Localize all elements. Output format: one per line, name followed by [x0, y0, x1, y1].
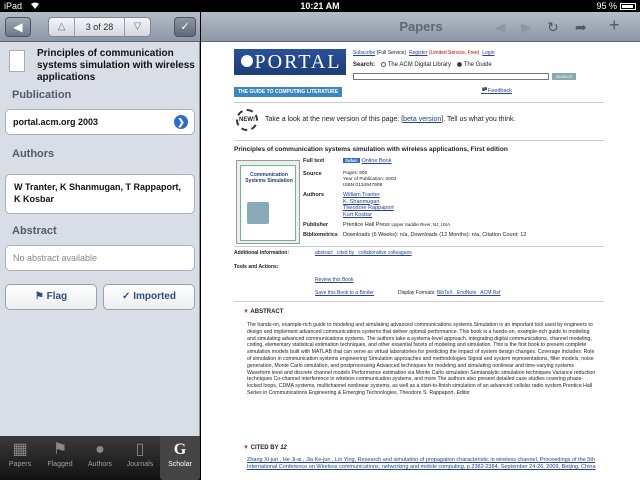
- account-links: [353, 50, 494, 56]
- feedback-icon: 🏴: [481, 88, 488, 94]
- triangle-up-icon: △: [57, 21, 66, 32]
- additional-info-label: Additional Information:: [234, 250, 289, 256]
- cover-frame: [240, 165, 296, 241]
- portal-logo: [234, 49, 346, 75]
- source-value: [343, 171, 396, 189]
- refresh-icon[interactable]: ↻: [547, 19, 559, 35]
- divider: [234, 246, 604, 247]
- carrier-label: iPad: [4, 1, 23, 11]
- format-links[interactable]: BibTeX EndNote ACM Ref: [436, 290, 501, 296]
- flag-button[interactable]: [5, 284, 97, 310]
- display-formats-label: Display Formats:: [398, 290, 436, 296]
- checkmark-icon: ✓: [180, 21, 190, 33]
- back-arrow-icon[interactable]: ◀: [495, 19, 506, 35]
- beta-notice: [265, 116, 515, 123]
- publication-header: Publication: [12, 89, 72, 101]
- display-formats: [398, 290, 501, 296]
- collapse-triangle-icon[interactable]: ▼: [243, 445, 249, 451]
- browser-toolbar: [201, 12, 640, 42]
- triangle-down-icon: ▽: [133, 21, 142, 32]
- logo-text: PORTAL: [254, 51, 342, 73]
- scholar-g-icon: G: [173, 441, 187, 458]
- next-paper-button[interactable]: [124, 18, 150, 36]
- cover-title: Communication Systems Simulation: [245, 172, 293, 184]
- search-input[interactable]: [353, 73, 549, 80]
- feedback-link[interactable]: [481, 88, 512, 94]
- tab-journals-label: Journals: [126, 461, 154, 468]
- authors-label: Authors: [303, 192, 325, 198]
- abstract-header: Abstract: [12, 225, 57, 237]
- citation-link[interactable]: Zhang Xi-jun , He Ji-ai , Jia Ke-jun , Lin Ying, Research and simulation of propagation characteristic in wireless channel, Proceedings of the 5th International Conference on Wireless communications, networking and mobile computing, p.2382-2384, September 24-26, 2009, Beijing, China: [247, 457, 596, 470]
- book-title: Principles of communication systems simulation with wireless applications, First edition: [234, 146, 508, 153]
- full-text-value: [343, 158, 391, 164]
- web-content: [201, 42, 640, 480]
- register-link[interactable]: Register: [408, 50, 428, 56]
- checkmark-icon: ✓: [122, 291, 131, 302]
- source-pages: Pages: 800: [343, 171, 368, 176]
- abstract-heading-text: ABSTRACT: [250, 309, 284, 315]
- radio-guide-label: The Guide: [463, 62, 492, 68]
- detail-toolbar: [0, 12, 200, 42]
- new-badge: NEW!: [236, 109, 258, 131]
- source-label: Source: [303, 171, 322, 177]
- status-bar: [0, 0, 640, 12]
- cited-by-heading: [243, 445, 287, 451]
- abstract-field: No abstract available: [5, 245, 195, 271]
- imported-button[interactable]: [103, 284, 195, 310]
- radio-guide[interactable]: [457, 62, 462, 67]
- flag-label: Flag: [46, 291, 68, 302]
- paper-navigator: [48, 17, 151, 37]
- journal-icon: ▯: [135, 441, 145, 458]
- radio-acm-dl-label: The ACM Digital Library: [387, 62, 452, 68]
- subscribe-link[interactable]: Subscribe: [353, 50, 376, 56]
- tab-papers-label: Papers: [8, 461, 32, 468]
- search-label: Search:: [353, 62, 376, 68]
- add-icon[interactable]: +: [609, 15, 620, 35]
- tab-scholar[interactable]: [160, 436, 200, 480]
- publisher-name: Prentice Hall Press: [343, 222, 390, 228]
- tab-bar: [0, 436, 200, 480]
- tab-authors-label: Authors: [87, 461, 113, 468]
- authors-field: W Tranter, K Shanmugan, T Rappaport, K Kosbar: [5, 174, 195, 214]
- detail-pane: [0, 12, 200, 480]
- back-arrow-icon: ◀: [13, 20, 23, 34]
- beta-suffix: ]. Tell us what you think.: [441, 116, 516, 123]
- author-link[interactable]: William Tranter: [343, 192, 380, 198]
- tools-label: Tools and Actions:: [234, 264, 279, 270]
- beta-prefix: Take a look at the new version of this page: [: [265, 116, 404, 123]
- author-links: [343, 192, 394, 218]
- publisher-label: Publisher: [303, 222, 329, 228]
- online-book-link[interactable]: Online Book: [361, 158, 392, 164]
- abstract-heading: [243, 309, 283, 315]
- publication-field[interactable]: [5, 109, 195, 135]
- book-cover: [236, 160, 300, 244]
- previous-paper-button[interactable]: [49, 18, 75, 36]
- collapse-triangle-icon[interactable]: ▼: [243, 309, 249, 315]
- battery-percent: 95 %: [596, 1, 617, 11]
- divider: [234, 102, 604, 103]
- tab-papers[interactable]: [0, 436, 40, 480]
- share-icon[interactable]: ➦: [575, 19, 587, 35]
- flag-icon: ⚑: [52, 441, 68, 458]
- tab-flagged[interactable]: [40, 436, 80, 480]
- acm-logo-icon: [241, 55, 253, 67]
- bibliometrics-label: Bibliometrics: [303, 232, 338, 238]
- back-button[interactable]: [5, 17, 31, 37]
- cover-illustration: [247, 202, 269, 224]
- person-icon: ●: [95, 441, 105, 458]
- imported-label: Imported: [133, 291, 176, 302]
- tab-scholar-label: Scholar: [168, 461, 192, 468]
- divider: [234, 140, 604, 141]
- browser-pane: [201, 12, 640, 480]
- publisher-value: [343, 222, 450, 228]
- source-year: Year of Publication: 2003: [343, 177, 397, 182]
- beta-version-link[interactable]: beta version: [403, 116, 442, 123]
- disclosure-icon[interactable]: ❯: [174, 115, 188, 129]
- register-note: (Limited Service, Free): [428, 50, 480, 56]
- battery-icon: [620, 3, 636, 10]
- flag-icon: ⚑: [34, 291, 44, 302]
- paper-position: 3 of 28: [85, 22, 114, 32]
- tab-journals[interactable]: [120, 436, 160, 480]
- save-to-binder-link[interactable]: Save this Book to a Binder: [315, 290, 374, 296]
- divider: [234, 301, 604, 302]
- paper-title: Principles of communication systems simulation with wireless applications: [37, 48, 195, 83]
- author-link[interactable]: Kurt Kosbar: [343, 211, 373, 218]
- feedback-text: Feedback: [487, 88, 513, 94]
- done-button[interactable]: [174, 17, 196, 37]
- safari-badge: Safari: [345, 158, 358, 163]
- publication-value: portal.acm.org 2003: [13, 117, 99, 127]
- guide-banner: THE GUIDE TO COMPUTING LITERATURE: [234, 87, 342, 97]
- author-link[interactable]: K. Shanmugan: [343, 198, 380, 205]
- cited-by-text: CITED BY: [250, 445, 279, 451]
- papers-icon: ▦: [12, 441, 28, 458]
- search-button[interactable]: SEARCH: [552, 73, 576, 80]
- authors-header: Authors: [12, 148, 55, 160]
- source-isbn: ISBN:0134947908: [343, 183, 383, 188]
- forward-arrow-icon[interactable]: ▶: [521, 19, 532, 35]
- additional-info-links[interactable]: abstract cited by collaborative colleagues: [315, 250, 412, 256]
- battery-indicator: [596, 0, 636, 12]
- bibliometrics-value: Downloads (6 Weeks): n/a, Downloads (12 Months): n/a, Citation Count: 12: [343, 232, 527, 238]
- review-book-link[interactable]: Review this Book: [315, 277, 354, 283]
- tab-authors[interactable]: [80, 436, 120, 480]
- author-link[interactable]: Theodore Rappaport: [343, 205, 394, 211]
- login-link[interactable]: Login: [482, 50, 495, 56]
- clock: 10:21 AM: [300, 1, 340, 11]
- radio-acm-dl[interactable]: [381, 62, 386, 67]
- subscribe-note: (Full Service): [376, 50, 407, 56]
- cited-by-count: 12: [280, 445, 287, 451]
- document-icon: [9, 50, 25, 72]
- search-row: [353, 62, 492, 68]
- abstract-text: The hands-on, example-rich guide to modeling and simulating advanced communications systems.Simulation is an important tool used by engineers to design and implement advanced communications systems that deliver optimal performance. This book is a hands-on, example-rich guide to modeling and simulating advanced communications systems. The authors take a systems-level approach, integrating digital communications, channel modeling, coding, elementary statistical estimation techniques, and other essential facets of modeling and simulation. This is the first book to present complete simulation models built with MATLAB that can serve as virtual laboratories for predicting the impact of system design changes. Coverage includes: Role of simulation in communication systems engineering Simulation approaches and methodologies Signal and system representations, filter models, noise generation, Monte Carlo simulation, and postprocessing Advanced techniques for modeling and simulating nonlinear and time-varying systems Waveform level and discrete channel models Performance estimation via Monte Carlo simulation Semianalytic simulation techniques Variance reduction techniques Co-channel interference in wireless communication systems, and more The authors also present detailed case studies covering phase-locked loops, CDMA systems, multichannel nonlinear systems, as well as a start-to-finish simulation of an advanced cellular radio system.Prentice Hall Series in Communications Engineering & Emerging Technologies, Theodore S. Rappaport, Editor: [247, 322, 596, 396]
- tab-flagged-label: Flagged: [47, 461, 73, 468]
- full-text-label: Full text: [303, 158, 325, 164]
- browser-title: Papers: [399, 19, 443, 34]
- publisher-place: Upper Saddle River, NJ, USA: [391, 222, 451, 227]
